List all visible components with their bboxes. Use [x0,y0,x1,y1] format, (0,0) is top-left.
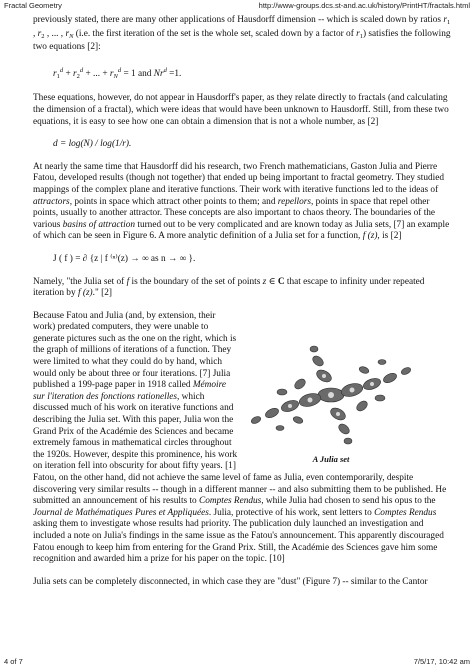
wrapped-text: Because Fatou and Julia (and, by extension, their work) predated computers, they were unable to generate pictures such as the one on the right, which is the graph of millions of iterations of a function. They were limited to what they could do by hand, which would only be about three or four iterations. [7] Julia published a 199-page paper in 1918 called Mémoire sur l'iteration des fonctions rationelles, which discussed much of his work on iterative functions and describing the Julia set. With this paper, Julia won the Grand Prix of the Académie des Sciences and became extremely famous in mathematical circles throughout the 1920s. However, despite this prominence, his work on iteration fell into obscurity for about fifty years. [1] [33,310,238,472]
article-body [33,15,453,599]
equation-julia-set: J ( f ) = ∂ {z | f ⁽ⁿ⁾(z) → ∞ as n → ∞ }. [53,253,196,264]
paragraph: previously stated, there are many other applications of Hausdorff dimension -- which is scaled down by ratios $r_1$ , $r_2$ , ... , $r_N$ (i.e. the first iteration of the set is the whole set, scaled down by a factor of $r_1$) satisfies the following two equations [2]: [33,15,451,53]
print-page-title: Fractal Geometry [4,1,62,10]
paragraph: Julia sets can be completely disconnected, in which case they are "dust" (Figure 7) -- similar to the Cantor [33,576,428,587]
julia-set-figure [238,336,424,464]
browser-print-footer [0,657,474,669]
equation-hausdorff: $r_1^d + r_2^d$ + ... + $r_N^d = 1$ and $Nr^d =1$. [53,66,182,80]
paragraph: Namely, "the Julia set of f is the boundary of the set of points z ∈ C that escape to infinity under repeated iteration by f (z)." [2] [33,276,425,299]
print-page-url: http://www-groups.dcs.st-and.ac.uk/history/PrintHT/fractals.html [258,1,470,10]
paragraph: At nearly the same time that Hausdorff did his research, two French mathematicians, Gaston Julia and Pierre Fatou, developed results (though not together) that ended up being important to fractal geometry. They studied mappings of the complex plane and iterative functions. Their work with iterative functions led to the ideas of attractors, points in space which attract other points to them; and repellors, points in space that repel other points, usually to another attractor. These concepts are also important to chaos theory. The boundaries of the various basins of attraction turned out to be very complicated and are known today as Julia sets, [7] an example of which can be seen in Figure 6. A more analytic definition of a Julia set for a function, f (z), is [2] [33,161,450,242]
paragraph: These equations, however, do not appear in Hausdorff's paper, as they relate directly to fractals (and calculating the dimension of a fractal), which were ideas that would have been unknown to Hausdorff. Still, from these two equations, it is easy to see how one can obtain a dimension that is not a whole number, as [2] [33,93,449,127]
figure-caption: A Julia set [312,454,350,464]
browser-print-header [0,1,474,13]
print-datetime: 7/5/17, 10:42 am [413,657,470,666]
page-number: 4 of 7 [4,657,23,666]
equation-dimension: d = log(N) / log(1/r). [53,139,132,150]
julia-set-image [238,336,424,454]
paragraph: Fatou, on the other hand, did not achieve the same level of fame as Julia, even contemporarily, despite discovering very similar results -- though in a different manner -- and also submitting them to be published. He submitted an announcement of his results to Comptes Rendus, while Julia had chosen to send his opus to the Journal de Mathématiques Pures et Appliquées. Julia, protective of his work, sent letters to Comptes Rendus asking them to investigate whose results had priority. The publication duly launched an investigation and included a note on Julia's findings in the same issue as the Fatou's announcement. This apparently discouraged Fatou enough to keep him from entering for the Grand Prix. Still, the Académie des Sciences gave him some recognition and awarded him a prize for his paper on the topic. [10] [33,473,447,565]
